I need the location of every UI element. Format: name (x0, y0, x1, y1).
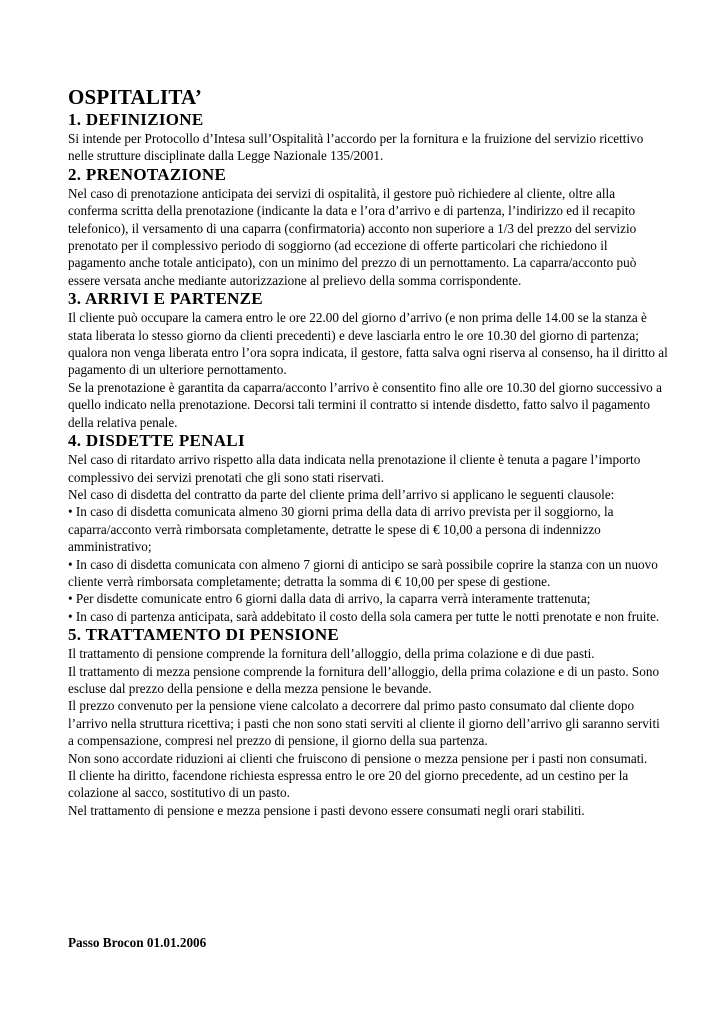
penalty-clause-list (68, 503, 668, 625)
document-body (68, 84, 668, 819)
paragraph: Nel caso di ritardato arrivo rispetto alla data indicata nella prenotazione il cliente è tenuta a pagare l’importo complessivo dei servizi prenotati che gli sono stati riservati. (68, 452, 641, 485)
paragraph: Non sono accordate riduzioni ai clienti che fruiscono di pensione o mezza pensione per i pasti non consumati. (68, 750, 648, 766)
section-heading: 1. DEFINIZIONE (68, 110, 204, 129)
paragraph: Il prezzo convenuto per la pensione viene calcolato a decorrere dal primo pasto consumato dal cliente dopo l’arrivo nella struttura ricettiva; i pasti che non sono stati serviti al cliente il giorno dell’arrivo gli saranno serviti a compensazione, compresi nel prezzo di pensione, il giorno della sua partenza. (68, 698, 660, 749)
section-heading: 5. TRATTAMENTO DI PENSIONE (68, 625, 340, 645)
document-footer-date: Passo Brocon 01.01.2006 (68, 935, 207, 950)
list-item: • In caso di partenza anticipata, sarà addebitato il costo della sola camera per tutte le notti prenotate e non fruite. (68, 608, 660, 624)
section-definizione (68, 110, 668, 165)
paragraph: Nel caso di disdetta del contratto da parte del cliente prima dell’arrivo si applicano le seguenti clausole: (68, 486, 615, 502)
paragraph: Il cliente ha diritto, facendone richiesta espressa entro le ore 20 del giorno precedente, ad un cestino per la colazione al sacco, sostitutivo di un pasto. (68, 768, 629, 801)
paragraph: Il trattamento di mezza pensione comprende la fornitura dell’alloggio, della prima colazione e di un pasto. Sono escluse dal prezzo della pensione e della mezza pensione le bevande. (68, 663, 660, 696)
paragraph: Nel trattamento di pensione e mezza pensione i pasti devono essere consumati negli orari stabiliti. (68, 802, 585, 818)
list-item: • In caso di disdetta comunicata con almeno 7 giorni di anticipo se sarà possibile coprire la stanza con un nuovo cliente verrà rimborsata completamente; detratta la somma di € 10,00 per spese di gestione. (68, 556, 658, 589)
section-heading: 3. ARRIVI E PARTENZE (68, 289, 263, 309)
paragraph: Il trattamento di pensione comprende la fornitura dell’alloggio, della prima colazione e di due pasti. (68, 646, 595, 662)
paragraph: Se la prenotazione è garantita da caparra/acconto l’arrivo è consentito fino alle ore 10.30 del giorno successivo a quello indicato nella prenotazione. Decorsi tali termini il contratto si intende disdetto, fatto salvo il pagamento della relativa penale. (68, 379, 662, 430)
section-trattamento-pensione (68, 625, 668, 819)
paragraph: Il cliente può occupare la camera entro le ore 22.00 del giorno d’arrivo (e non prima delle 14.00 se la stanza è stata liberata lo stesso giorno da clienti precedenti) e deve lasciarla entro le ore 10.30 del giorno di partenza; qualora non venga liberata entro l’ora sopra indicata, il gestore, fatta salva ogni riserva al consenso, ha il diritto al pagamento di un ulteriore pernottamento. (68, 310, 668, 378)
section-heading: 4. DISDETTE PENALI (68, 431, 245, 451)
section-disdette-penali (68, 431, 668, 625)
paragraph: Si intende per Protocollo d’Intesa sull’Ospitalità l’accordo per la fornitura e la fruizione del servizio ricettivo nelle strutture disciplinate dalla Legge Nazionale 135/2001. (68, 131, 644, 164)
section-prenotazione (68, 165, 668, 289)
list-item: • Per disdette comunicate entro 6 giorni dalla data di arrivo, la caparra verrà interamente trattenuta; (68, 591, 591, 607)
list-item: • In caso di disdetta comunicata almeno 30 giorni prima della data di arrivo prevista per il soggiorno, la caparra/acconto verrà rimborsata completamente, detratte le spese di € 10,00 a persona di indennizzo amministrativo; (68, 504, 614, 555)
section-arrivi-partenze (68, 289, 668, 431)
paragraph: Nel caso di prenotazione anticipata dei servizi di ospitalità, il gestore può richiedere al cliente, oltre alla conferma scritta della prenotazione (indicante la data e l’ora d’arrivo e di partenza, l’indirizzo ed il recapito telefonico), il versamento di una caparra (confirmatoria) acconto non superiore a 1/3 del prezzo del servizio prenotato per il complessivo periodo di soggiorno (ad eccezione di offerte particolari che richiedono il pagamento anche totale anticipato), con un minimo del prezzo di un pernottamento. La caparra/acconto può essere versata anche mediante autorizzazione al prelievo della somma corrispondente. (68, 185, 637, 288)
document-title: OSPITALITA’ (68, 85, 203, 109)
section-heading: 2. PRENOTAZIONE (68, 164, 227, 184)
